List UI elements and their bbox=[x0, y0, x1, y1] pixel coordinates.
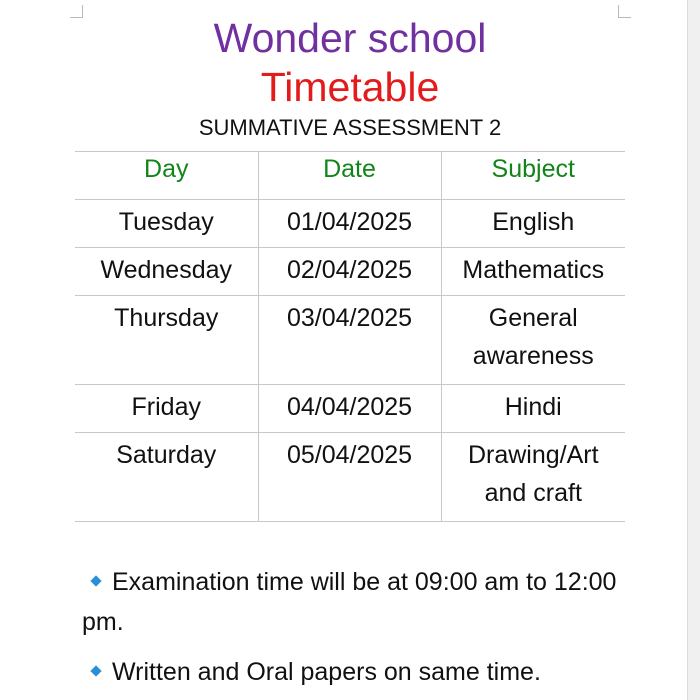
cell-subject: Hindi bbox=[441, 385, 625, 433]
table-row bbox=[75, 248, 625, 296]
note-text: Examination time will be at 09:00 am to 12:00 pm. bbox=[82, 568, 617, 636]
cell-date: 05/04/2025 bbox=[258, 433, 441, 522]
table-row bbox=[75, 433, 625, 522]
column-header-subject: Subject bbox=[441, 152, 625, 200]
cell-day: Saturday bbox=[75, 433, 258, 522]
cell-subject: Mathematics bbox=[441, 248, 625, 296]
note-text: Written and Oral papers on same time. bbox=[112, 658, 541, 686]
diamond-bullet-icon bbox=[90, 666, 101, 677]
cell-date: 03/04/2025 bbox=[258, 296, 441, 385]
cell-subject: General awareness bbox=[441, 296, 625, 385]
cell-day: Wednesday bbox=[75, 248, 258, 296]
table-row bbox=[75, 200, 625, 248]
table-row bbox=[75, 296, 625, 385]
note-item bbox=[82, 652, 622, 692]
cell-date: 02/04/2025 bbox=[258, 248, 441, 296]
column-header-date: Date bbox=[258, 152, 441, 200]
table-header-row bbox=[75, 152, 625, 200]
note-item bbox=[82, 562, 622, 642]
document-subtitle: SUMMATIVE ASSESSMENT 2 bbox=[198, 115, 502, 140]
document-title: Timetable bbox=[260, 64, 440, 110]
cell-subject: Drawing/Art and craft bbox=[441, 433, 625, 522]
cell-date: 04/04/2025 bbox=[258, 385, 441, 433]
column-header-day: Day bbox=[75, 152, 258, 200]
diamond-bullet-icon bbox=[90, 576, 101, 587]
cell-date: 01/04/2025 bbox=[258, 200, 441, 248]
school-name: Wonder school bbox=[213, 15, 487, 61]
table-row bbox=[75, 385, 625, 433]
cell-day: Tuesday bbox=[75, 200, 258, 248]
cell-day: Friday bbox=[75, 385, 258, 433]
cell-day: Thursday bbox=[75, 296, 258, 385]
timetable bbox=[75, 151, 625, 522]
cell-subject: English bbox=[441, 200, 625, 248]
